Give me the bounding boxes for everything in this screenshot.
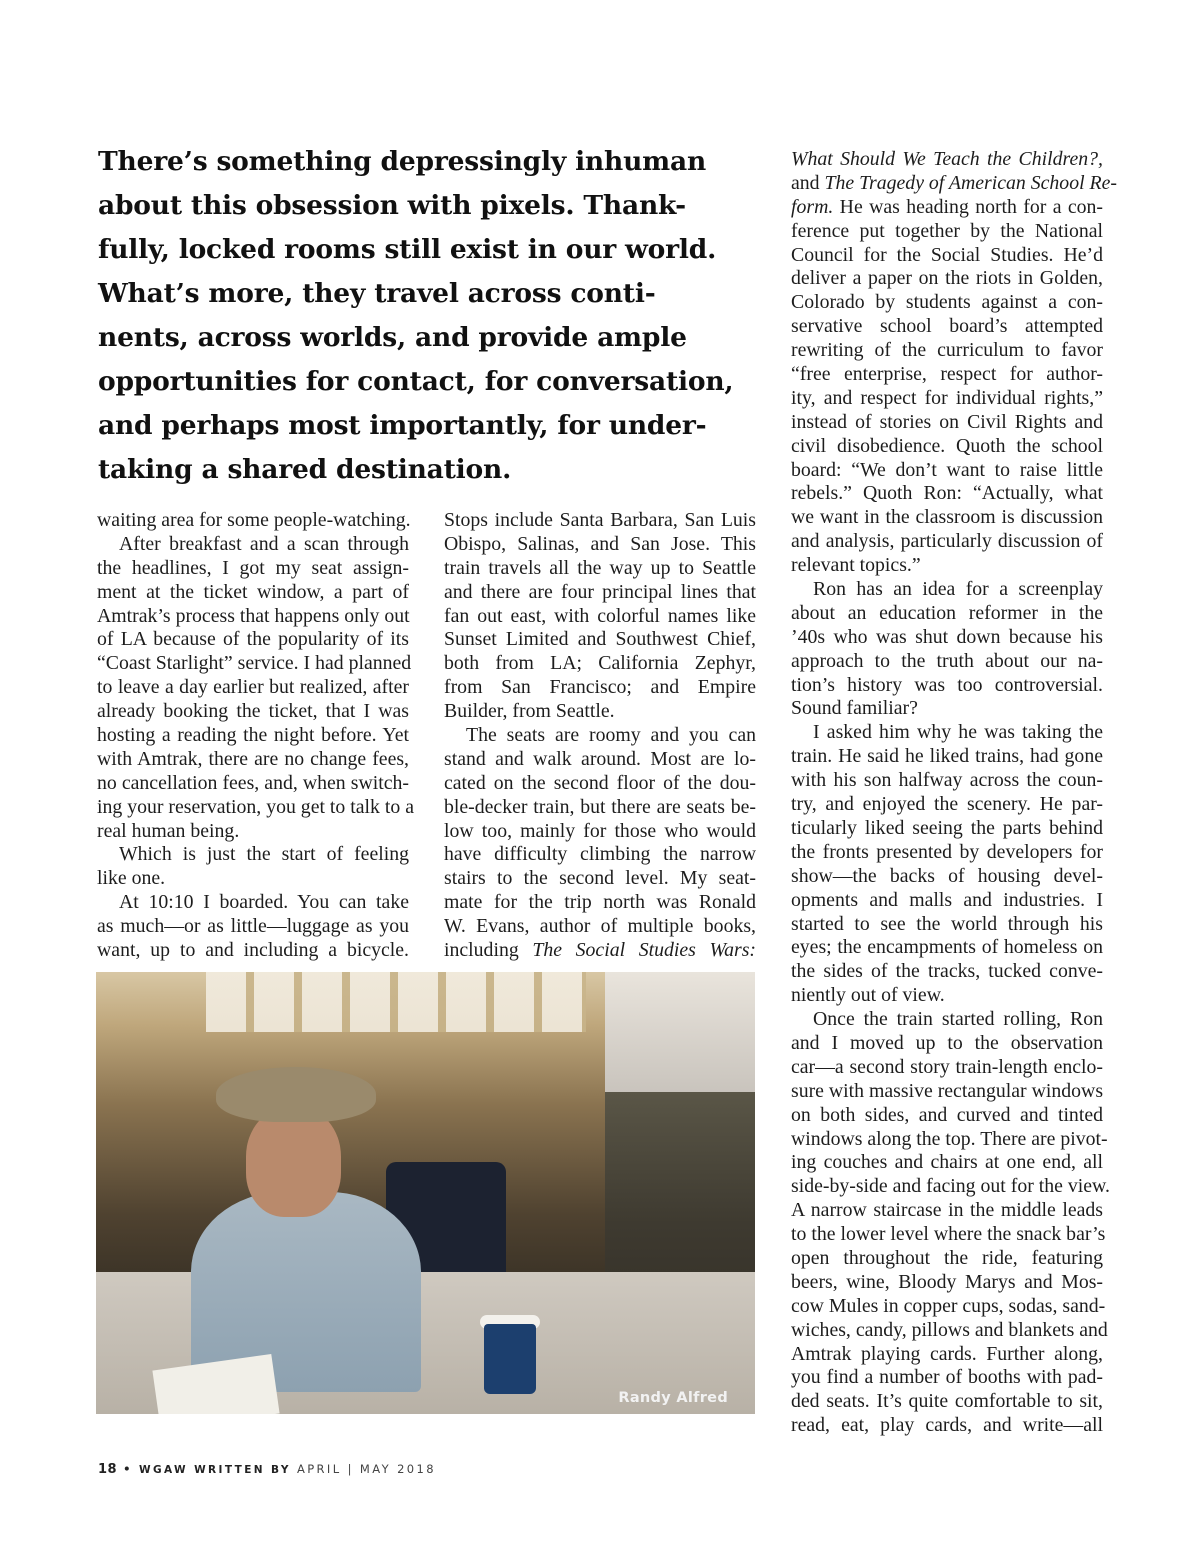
text-line: car—a second story train-length enclo-: [791, 1055, 1103, 1078]
pull-quote-line: and perhaps most importantly, for under-: [98, 410, 707, 441]
text-line: [791, 148, 1103, 172]
text-line: Which is just the start of feeling: [119, 843, 409, 866]
text-line: rebels.” Quoth Ron: “Actually, what: [791, 482, 1103, 505]
text-line: rewriting of the curriculum to favor: [791, 339, 1103, 362]
pull-quote-line: What’s more, they travel across conti-: [98, 278, 656, 309]
text-line: on both sides, and curved and tinted: [791, 1103, 1103, 1126]
text-line: tion’s history was too controversial.: [791, 673, 1103, 696]
text-line: with Amtrak, there are no change fees,: [97, 747, 409, 770]
article-column-3: [791, 148, 1117, 1438]
text-line: cated on the second floor of the dou-: [444, 771, 756, 794]
text-line: ference put together by the National: [791, 219, 1103, 242]
text-line: Sound familiar?: [791, 697, 918, 720]
text-line: we want in the classroom is discussion: [791, 506, 1103, 529]
text-line: want, up to and including a bicycle.: [97, 939, 409, 962]
text-line: side-by-side and facing out for the view.: [791, 1175, 1110, 1198]
text-line: A narrow staircase in the middle leads: [791, 1199, 1103, 1222]
text-line: mate for the trip north was Ronald: [444, 891, 756, 914]
text-line: Amtrak playing cards. Further along,: [791, 1342, 1103, 1365]
text-line: board: “We don’t want to raise little: [791, 458, 1103, 481]
text-line: show—the backs of housing devel-: [791, 864, 1103, 887]
book-title: The Social Studies Wars:: [532, 939, 756, 962]
text-line: At 10:10 I boarded. You can take: [119, 891, 409, 914]
text-line: [791, 171, 1117, 196]
text-line: Obispo, Salinas, and San Jose. This: [444, 532, 756, 555]
text-line: civil disobedience. Quoth the school: [791, 434, 1103, 457]
text-line: ity, and respect for individual rights,”: [791, 386, 1103, 409]
text-line: to leave a day earlier but realized, after: [97, 676, 409, 699]
text-line: you find a number of booths with pad-: [791, 1366, 1103, 1389]
text-line: ticularly liked seeing the parts behind: [791, 816, 1103, 839]
text-line: ment at the ticket window, a part of: [97, 580, 409, 603]
text-fragment: He was heading north for a con-: [833, 195, 1103, 218]
text-line: Sunset Limited and Southwest Chief,: [444, 628, 756, 651]
photo-credit: Randy Alfred: [618, 1390, 728, 1406]
article-photo: [96, 972, 755, 1414]
text-line: like one.: [97, 867, 166, 890]
magazine-name: WGAW WRITTEN BY: [138, 1464, 291, 1476]
text-line: train travels all the way up to Seattle: [444, 556, 756, 579]
text-line: ing couches and chairs at one end, all: [791, 1151, 1103, 1174]
text-fragment: and: [791, 171, 825, 194]
text-line: ded seats. It’s quite comfortable to sit,: [791, 1390, 1103, 1413]
text-line: approach to the truth about our na-: [791, 649, 1103, 672]
pull-quote-line: opportunities for contact, for conversation,: [98, 366, 734, 397]
article-column-2: [444, 509, 756, 963]
book-title: The Tragedy of American School Re-: [824, 171, 1117, 194]
pull-quote-line: taking a shared destination.: [98, 454, 512, 485]
text-line: niently out of view.: [791, 984, 945, 1007]
page-footer: [98, 1462, 436, 1477]
text-line: with his son halfway across the coun-: [791, 769, 1103, 792]
text-line: have difficulty climbing the narrow: [444, 843, 756, 866]
text-line: ’40s who was shut down because his: [791, 625, 1103, 648]
text-line: relevant topics.”: [791, 554, 921, 577]
photo-coffee-cup: [484, 1324, 536, 1394]
text-line: “Coast Starlight” service. I had planned: [97, 652, 412, 675]
text-line: Colorado by students against a con-: [791, 291, 1103, 314]
text-line: eyes; the encampments of homeless on: [791, 936, 1103, 959]
text-line: opments and malls and industries. I: [791, 888, 1103, 911]
footer-bullet: •: [123, 1462, 133, 1476]
text-line: Once the train started rolling, Ron: [813, 1008, 1103, 1031]
text-line: [444, 939, 756, 963]
text-line: instead of stories on Civil Rights and: [791, 410, 1103, 433]
text-line: I asked him why he was taking the: [813, 721, 1103, 744]
text-line: the fronts presented by developers for: [791, 840, 1103, 863]
page-number: 18: [98, 1462, 118, 1477]
text-line: waiting area for some people-watching.: [97, 509, 411, 531]
issue-date: APRIL | MAY 2018: [296, 1462, 436, 1476]
text-line: of LA because of the popularity of its: [97, 628, 409, 651]
text-line: already booking the ticket, that I was: [97, 700, 409, 723]
text-line: Council for the Social Studies. He’d: [791, 243, 1103, 266]
text-line: from San Francisco; and Empire: [444, 676, 756, 699]
text-line: Amtrak’s process that happens only out: [97, 604, 410, 627]
text-line: try, and enjoyed the scenery. He par-: [791, 793, 1103, 816]
text-line: both from LA; California Zephyr,: [444, 652, 756, 675]
text-line: to the lower level where the snack bar’s: [791, 1223, 1106, 1246]
text-line: fan out east, with colorful names like: [444, 604, 756, 627]
text-line: low too, mainly for those who would: [444, 819, 756, 842]
text-line: beers, wine, Bloody Marys and Mos-: [791, 1270, 1103, 1293]
text-line: about an education reformer in the: [791, 601, 1103, 624]
pull-quote-line: fully, locked rooms still exist in our world.: [98, 234, 717, 265]
photo-person-hat: [216, 1067, 376, 1122]
text-line: windows along the top. There are pivot-: [791, 1127, 1108, 1150]
text-line: “free enterprise, respect for author-: [791, 363, 1103, 386]
text-line: [791, 196, 1103, 220]
pull-quote: [98, 140, 758, 492]
text-line: ing your reservation, you get to talk to a: [97, 795, 414, 818]
text-line: wiches, candy, pillows and blankets and: [791, 1318, 1108, 1341]
text-line: stairs to the second level. My seat-: [444, 867, 756, 890]
text-line: ble-decker train, but there are seats be-: [444, 795, 756, 818]
pull-quote-line: There’s something depressingly inhuman: [98, 146, 707, 177]
text-line: stand and walk around. Most are lo-: [444, 747, 756, 770]
text-line: hosting a reading the night before. Yet: [97, 724, 409, 747]
article-column-1: [97, 509, 414, 963]
text-line: Stops include Santa Barbara, San Luis: [444, 509, 756, 531]
text-line: real human being.: [97, 819, 240, 842]
text-line: and I moved up to the observation: [791, 1031, 1103, 1054]
text-line: as much—or as little—luggage as you: [97, 915, 409, 938]
pull-quote-line: about this obsession with pixels. Thank-: [98, 190, 686, 221]
text-line: Builder, from Seattle.: [444, 700, 615, 723]
text-line: started to see the world through his: [791, 912, 1103, 935]
text-line: and there are four principal lines that: [444, 580, 756, 603]
text-line: open throughout the ride, featuring: [791, 1246, 1103, 1269]
text-line: no cancellation fees, and, when switch-: [97, 771, 409, 794]
text-line: The seats are roomy and you can: [466, 724, 756, 747]
text-line: After breakfast and a scan through: [119, 532, 409, 555]
photo-skylight-window: [206, 972, 586, 1032]
text-line: Ron has an idea for a screenplay: [813, 578, 1103, 601]
text-line: the sides of the tracks, tucked conve-: [791, 960, 1103, 983]
book-title: What Should We Teach the Children?,: [791, 148, 1103, 170]
text-line: servative school board’s attempted: [791, 315, 1103, 338]
text-line: W. Evans, author of multiple books,: [444, 915, 756, 938]
text-line: the headlines, I got my seat assign-: [97, 556, 409, 579]
text-line: cow Mules in copper cups, sodas, sand-: [791, 1294, 1106, 1317]
photo-person-face: [246, 1107, 341, 1217]
book-title: form.: [791, 195, 834, 218]
text-line: read, eat, play cards, and write—all: [791, 1414, 1103, 1437]
text-line: train. He said he liked trains, had gone: [791, 745, 1103, 768]
text-line: deliver a paper on the riots in Golden,: [791, 267, 1103, 290]
text-fragment: including: [444, 939, 519, 962]
text-line: sure with massive rectangular windows: [791, 1079, 1104, 1102]
pull-quote-line: nents, across worlds, and provide ample: [98, 322, 687, 353]
text-line: and analysis, particularly discussion of: [791, 530, 1103, 553]
